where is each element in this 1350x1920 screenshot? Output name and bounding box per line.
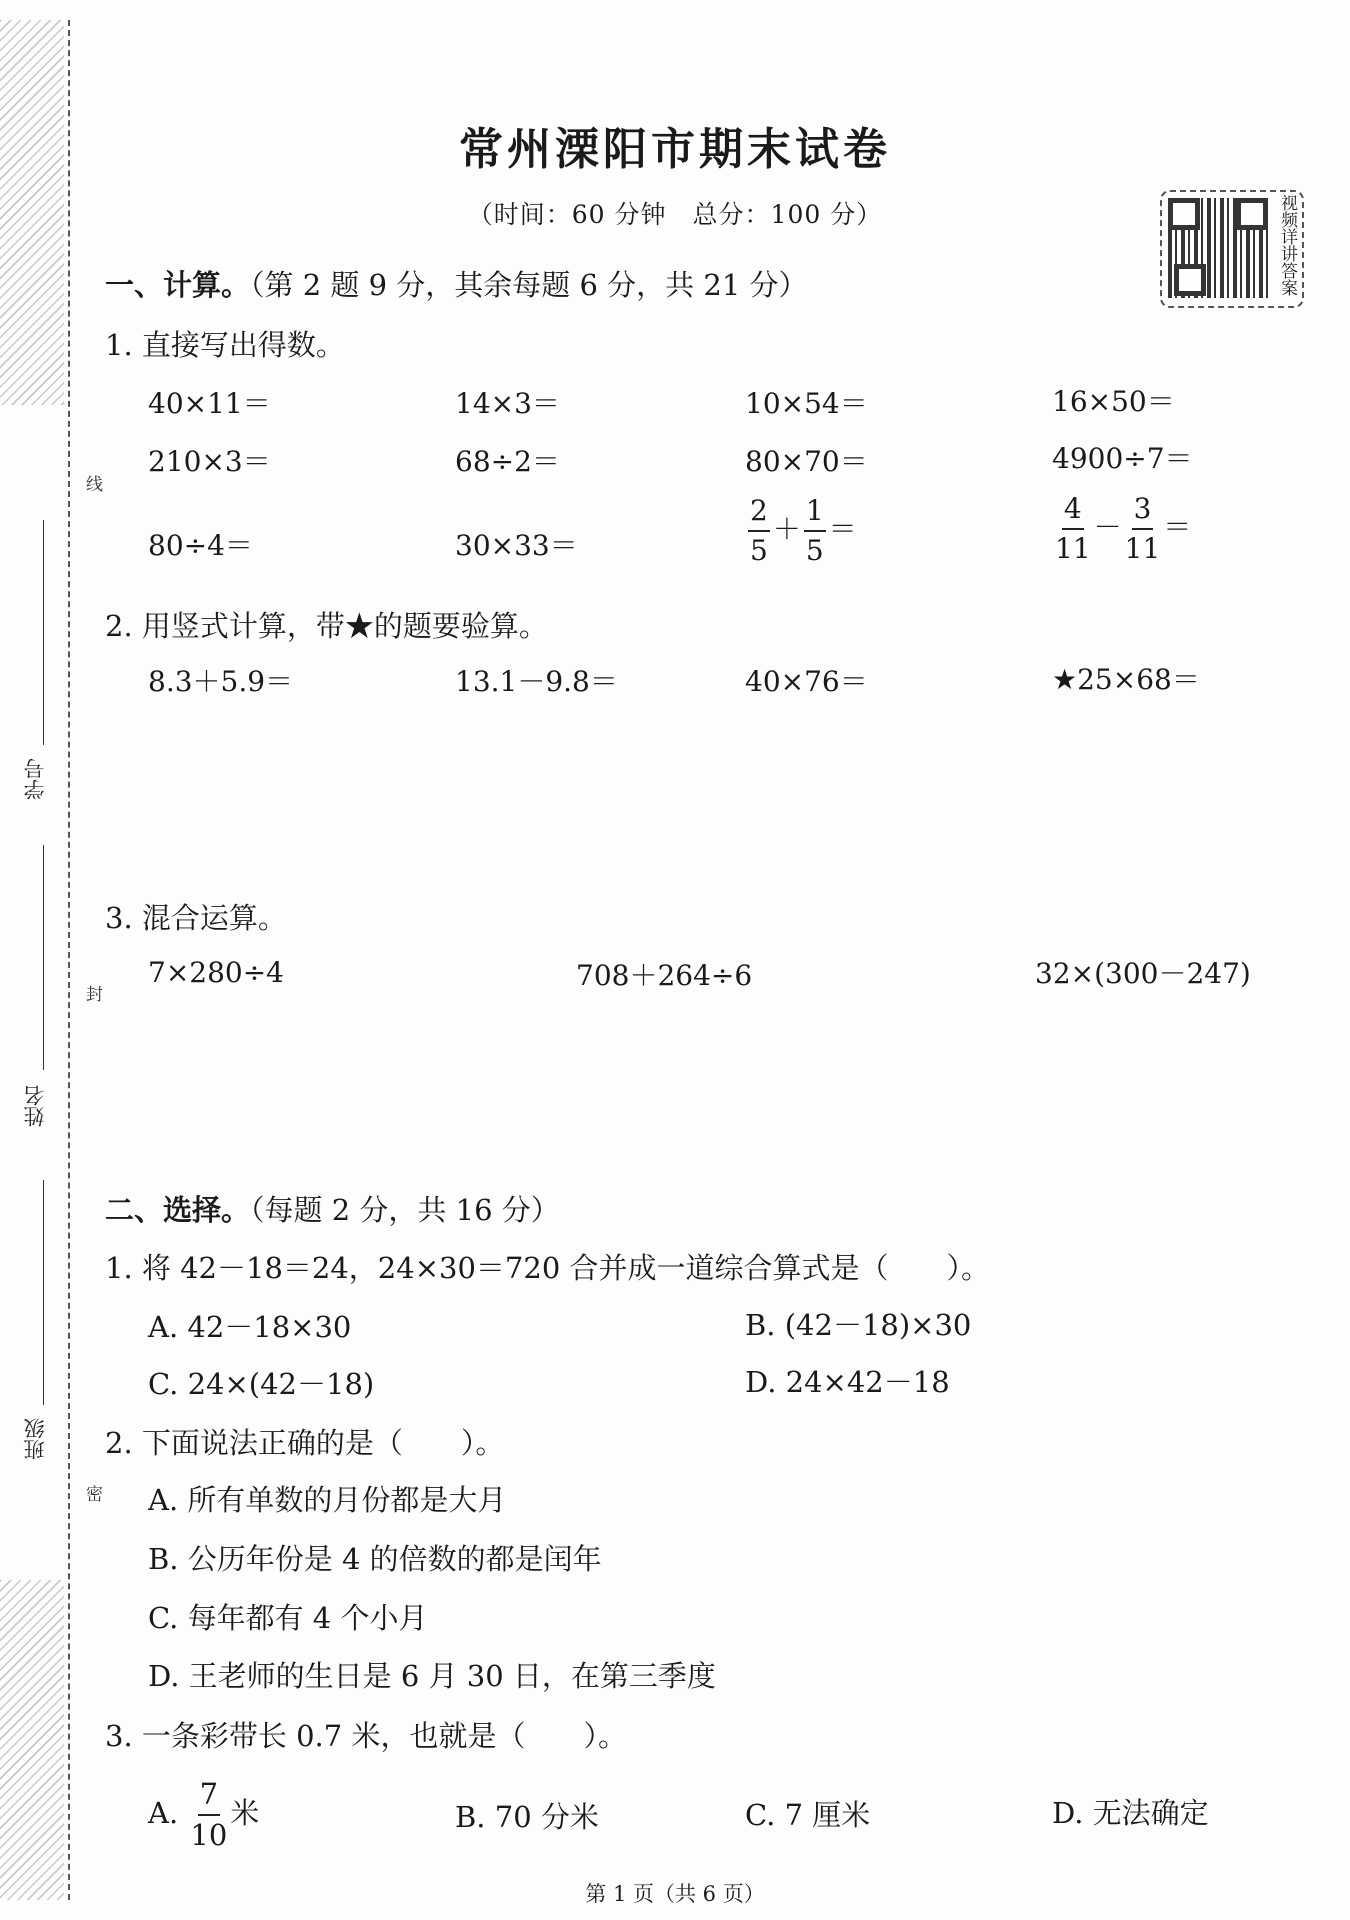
fraction — [1124, 492, 1161, 565]
s1-q1-item: 68÷2＝ — [455, 445, 560, 478]
binding-mark-mi: 密 — [82, 1485, 102, 1502]
s1-q1-item: 4900÷7＝ — [1052, 442, 1193, 475]
s1-q1-item: 14×3＝ — [455, 387, 560, 420]
s1-q3-item: 7×280÷4 — [148, 956, 284, 989]
student-number-line — [43, 520, 44, 745]
denominator: 11 — [1055, 532, 1091, 565]
binding-mark-feng: 封 — [82, 985, 102, 1002]
section2-points: （每题 2 分，共 16 分） — [250, 1193, 560, 1227]
qr-code-box[interactable] — [1160, 190, 1304, 308]
option-letter: A. — [148, 1796, 179, 1830]
numerator: 4 — [1062, 495, 1084, 530]
s2-q1-option: A. 42－18×30 — [148, 1310, 352, 1344]
margin-hatch-bottom — [0, 1580, 64, 1900]
exam-title: 常州溧阳市期末试卷 — [459, 124, 891, 175]
s1-q2-item: 13.1－9.8＝ — [455, 665, 618, 698]
s2-q3-option: B. 70 分米 — [455, 1800, 599, 1834]
fraction-expression-2 — [1052, 492, 1192, 565]
section1-heading: 一、计算。 — [105, 268, 251, 302]
s2-q2-label: 2. 下面说法正确的是（ ）。 — [105, 1426, 505, 1460]
s1-q1-item: 80×70＝ — [745, 445, 868, 478]
operator: ＋ — [772, 512, 801, 546]
s1-q1-item: 80÷4＝ — [148, 529, 253, 562]
s1-q3-label: 3. 混合运算。 — [105, 901, 287, 935]
denominator: 5 — [750, 534, 768, 567]
class-line — [43, 1180, 44, 1405]
s1-q3-item: 32×(300－247) — [1035, 957, 1251, 990]
section1-title — [105, 263, 808, 304]
denominator: 11 — [1124, 532, 1161, 565]
equals-sign: ＝ — [828, 512, 857, 546]
s1-q2-item: 40×76＝ — [745, 665, 868, 698]
s1-q3-item: 708＋264÷6 — [576, 959, 753, 992]
s2-q3-option: D. 无法确定 — [1052, 1796, 1209, 1830]
s1-q2-item: ★25×68＝ — [1052, 663, 1200, 696]
denominator: 10 — [190, 1818, 228, 1852]
equals-sign: ＝ — [1163, 510, 1192, 544]
section2-heading: 二、选择。 — [105, 1193, 251, 1227]
fraction — [748, 494, 770, 567]
unit: 米 — [230, 1796, 260, 1830]
section1-points: （第 2 题 9 分，其余每题 6 分，共 21 分） — [250, 268, 808, 302]
student-name-label: 姓名 — [23, 1085, 47, 1127]
s2-q1-option: B. (42－18)×30 — [745, 1308, 972, 1342]
s2-q2-option: A. 所有单数的月份都是大月 — [148, 1483, 507, 1517]
section2-title — [105, 1188, 560, 1229]
student-number-label: 学号 — [23, 758, 47, 800]
numerator: 1 — [804, 497, 826, 532]
denominator: 5 — [805, 534, 824, 567]
operator: － — [1093, 510, 1122, 544]
s2-q2-option: D. 王老师的生日是 6 月 30 日，在第三季度 — [148, 1659, 716, 1693]
s2-q2-option: B. 公历年份是 4 的倍数的都是闰年 — [148, 1542, 602, 1576]
qr-label: 视频详讲答案 — [1277, 194, 1297, 296]
qr-code-icon[interactable] — [1168, 198, 1268, 298]
s1-q2-label: 2. 用竖式计算，带★的题要验算。 — [105, 609, 548, 643]
fraction — [1055, 492, 1091, 565]
page-footer: 第 1 页（共 6 页） — [585, 1882, 765, 1906]
s1-q1-item: 16×50＝ — [1052, 385, 1175, 418]
fraction-expression-1 — [745, 494, 857, 567]
exam-subtitle: （时间：60 分钟 总分：100 分） — [467, 200, 883, 229]
student-name-line — [43, 845, 44, 1070]
fraction — [804, 494, 826, 567]
s2-q1-label: 1. 将 42－18＝24，24×30＝720 合并成一道综合算式是（ ）。 — [105, 1251, 990, 1285]
s2-q3-label: 3. 一条彩带长 0.7 米，也就是（ ）。 — [105, 1719, 627, 1753]
s2-q1-option: C. 24×(42－18) — [148, 1367, 375, 1401]
binding-mark-xian: 线 — [82, 475, 102, 492]
s2-q3-option: C. 7 厘米 — [745, 1798, 871, 1832]
class-label: 班级 — [23, 1418, 47, 1460]
s1-q2-item: 8.3＋5.9＝ — [148, 665, 294, 698]
s2-q2-option: C. 每年都有 4 个小月 — [148, 1601, 428, 1635]
numerator: 7 — [198, 1780, 220, 1816]
s1-q1-item: 10×54＝ — [745, 387, 868, 420]
binding-dashed-line — [68, 20, 70, 1900]
numerator: 2 — [748, 497, 770, 532]
fraction — [190, 1777, 228, 1852]
s1-q1-item: 40×11＝ — [148, 387, 271, 420]
s1-q1-item: 30×33＝ — [455, 529, 578, 562]
s1-q1-label: 1. 直接写出得数。 — [105, 328, 345, 362]
s2-q3-option-a — [148, 1777, 260, 1852]
s2-q1-option: D. 24×42－18 — [745, 1365, 950, 1399]
numerator: 3 — [1132, 495, 1154, 530]
s1-q1-item: 210×3＝ — [148, 445, 271, 478]
